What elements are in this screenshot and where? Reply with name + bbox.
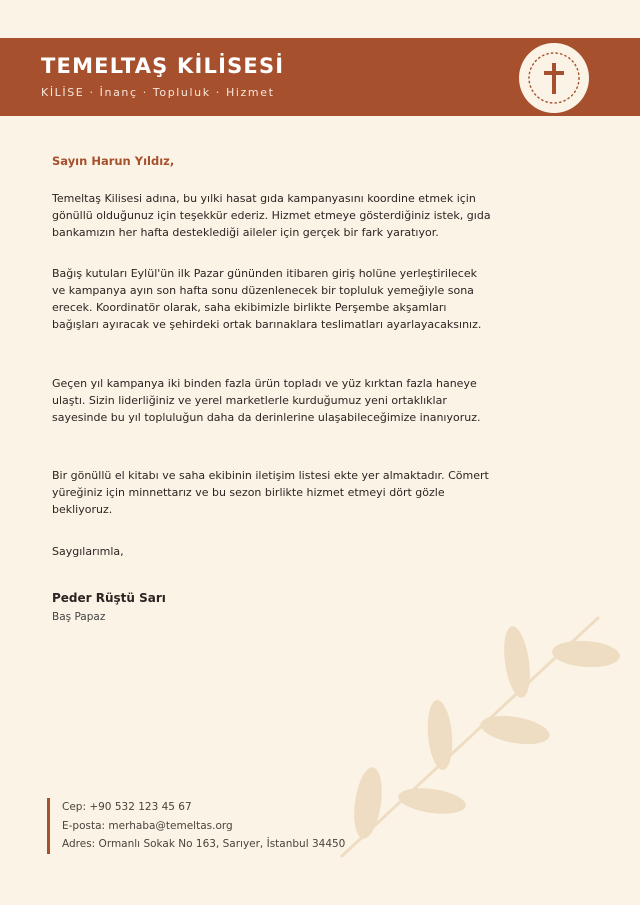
letter-paragraph: Temeltaş Kilisesi adına, bu yılki hasat gıda kampanyasını koordine etmek için gönüllü olduğunuz için teşekkür ederiz. Hizmet etmeye gösterdiğiniz istek, gıda bankamızın her hafta desteklediği aileler için gerçek bir fark yaratıyor. (52, 192, 491, 239)
letter-paragraph: Geçen yıl kampanya iki binden fazla ürün topladı ve yüz kırktan fazla haneye ulaştı. Sizin liderliğiniz ve yerel marketlerle kurduğumuz yeni ortaklıklar sayesinde bu yıl topluluğun daha da derinlerine ulaşabileceğimize inanıyoruz. (52, 377, 481, 424)
church-name: TEMELTAŞ KİLİSESİ (41, 54, 285, 78)
olive-branch-decoration (330, 600, 630, 870)
letter-paragraph: Bağış kutuları Eylül'ün ilk Pazar gününden itibaren giriş holüne yerleştirilecek ve kampanya ayın son hafta sonu düzenlenecek bir topluluk yemeğiyle sona erecek. Koordinatör olarak, saha ekibimizle birlikte Perşembe akşamları bağışları ayıracak ve şehirdeki ortak barınaklara teslimatları ayarlayacaksınız. (52, 267, 482, 331)
church-tagline: KİLİSE · İnanç · Topluluk · Hizmet (41, 86, 275, 99)
closing: Saygılarımla, (52, 545, 124, 558)
church-seal (519, 43, 589, 113)
letter-paragraph: Bir gönüllü el kitabı ve saha ekibinin iletişim listesi ekte yer almaktadır. Cömert yüreğiniz için minnettarız ve bu sezon birlikte hizmet etmeyi dört gözle bekliyoruz. (52, 469, 489, 516)
signer-name: Peder Rüştü Sarı (52, 591, 166, 605)
contact-address: Adres: Ormanlı Sokak No 163, Sarıyer, İstanbul 34450 (62, 838, 346, 850)
salutation: Sayın Harun Yıldız, (52, 154, 175, 168)
contact-block (47, 798, 345, 854)
contact-email: E-posta: merhaba@temeltas.org (62, 819, 233, 832)
signer-title: Baş Papaz (52, 611, 106, 623)
contact-phone: Cep: +90 532 123 45 67 (62, 801, 192, 813)
cross-icon (519, 43, 589, 113)
letterhead-banner (0, 38, 640, 116)
